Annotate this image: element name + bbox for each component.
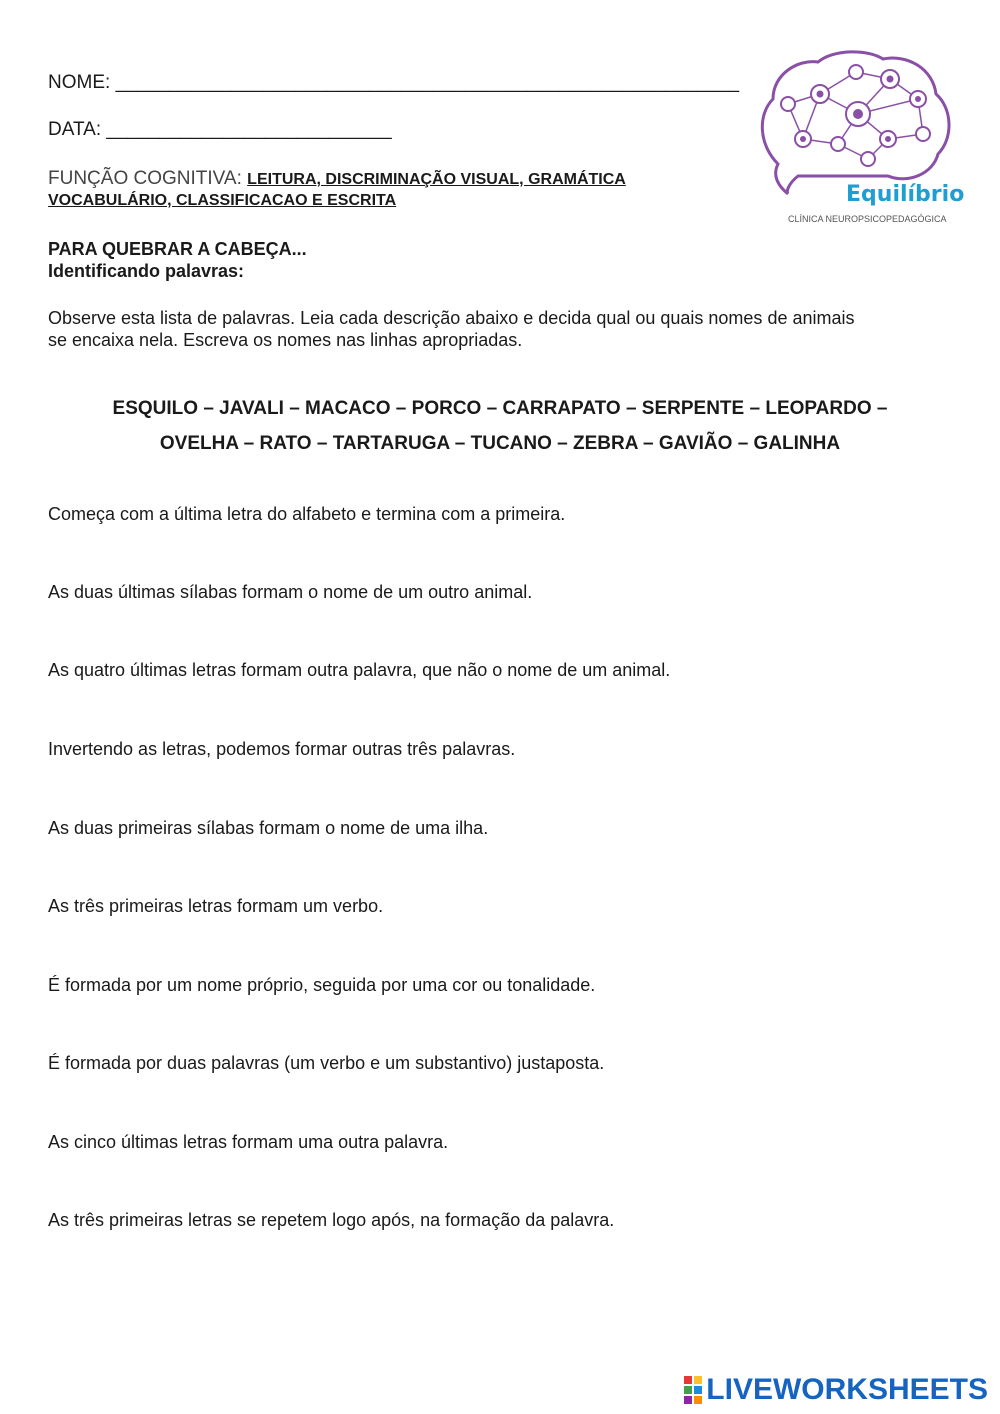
name-blank[interactable]: ___________________________________________________________: [115, 72, 740, 93]
question-2: As duas últimas sílabas formam o nome de um outro animal.: [48, 582, 533, 602]
word-list-line1: ESQUILO – JAVALI – MACACO – PORCO – CARRAPATO – SERPENTE – LEOPARDO –: [112, 398, 888, 419]
word-list-line2: OVELHA – RATO – TARTARUGA – TUCANO – ZEBRA – GAVIÃO – GALINHA: [159, 433, 841, 454]
question-3: As quatro últimas letras formam outra palavra, que não o nome de um animal.: [48, 660, 671, 680]
question-4: Invertendo as letras, podemos formar outras três palavras.: [48, 739, 516, 759]
question-10: As três primeiras letras se repetem logo após, na formação da palavra.: [48, 1210, 615, 1230]
liveworksheets-watermark: [684, 1374, 988, 1406]
question-6: As três primeiras letras formam um verbo.: [48, 896, 384, 916]
question-5: As duas primeiras sílabas formam o nome de uma ilha.: [48, 818, 489, 838]
logo-brand: Equilíbrio: [846, 182, 965, 207]
liveworksheets-logo-icon: [684, 1376, 702, 1404]
name-label: NOME:: [48, 72, 111, 93]
question-1: Começa com a última letra do alfabeto e termina com a primeira.: [48, 504, 566, 524]
function-label: FUNÇÃO COGNITIVA:: [48, 168, 242, 189]
liveworksheets-text: LIVEWORKSHEETS: [706, 1373, 988, 1406]
question-7: É formada por um nome próprio, seguida por uma cor ou tonalidade.: [48, 975, 596, 995]
logo-subtitle: CLÍNICA NEUROPSICOPEDAGÓGICA: [788, 214, 947, 224]
section-subtitle: Identificando palavras:: [48, 261, 245, 281]
instructions-line2: se encaixa nela. Escreva os nomes nas linhas apropriadas.: [48, 330, 523, 350]
instructions-line1: Observe esta lista de palavras. Leia cada descrição abaixo e decida qual ou quais nomes de animais: [48, 308, 855, 328]
name-field[interactable]: [48, 72, 739, 94]
section-title: PARA QUEBRAR A CABEÇA...: [48, 239, 307, 259]
question-8: É formada por duas palavras (um verbo e um substantivo) justaposta.: [48, 1053, 605, 1073]
function-value-line1: LEITURA, DISCRIMINAÇÃO VISUAL, GRAMÁTICA: [247, 171, 626, 188]
date-blank[interactable]: ___________________________: [106, 119, 392, 140]
instructions: [48, 307, 854, 351]
clinic-logo: [758, 44, 965, 234]
date-field[interactable]: [48, 119, 392, 141]
question-9: As cinco últimas letras formam uma outra palavra.: [48, 1132, 449, 1152]
cognitive-function: [48, 168, 748, 211]
function-value-line2: VOCABULÁRIO, CLASSIFICACAO E ESCRITA: [48, 192, 397, 209]
date-label: DATA:: [48, 119, 102, 140]
